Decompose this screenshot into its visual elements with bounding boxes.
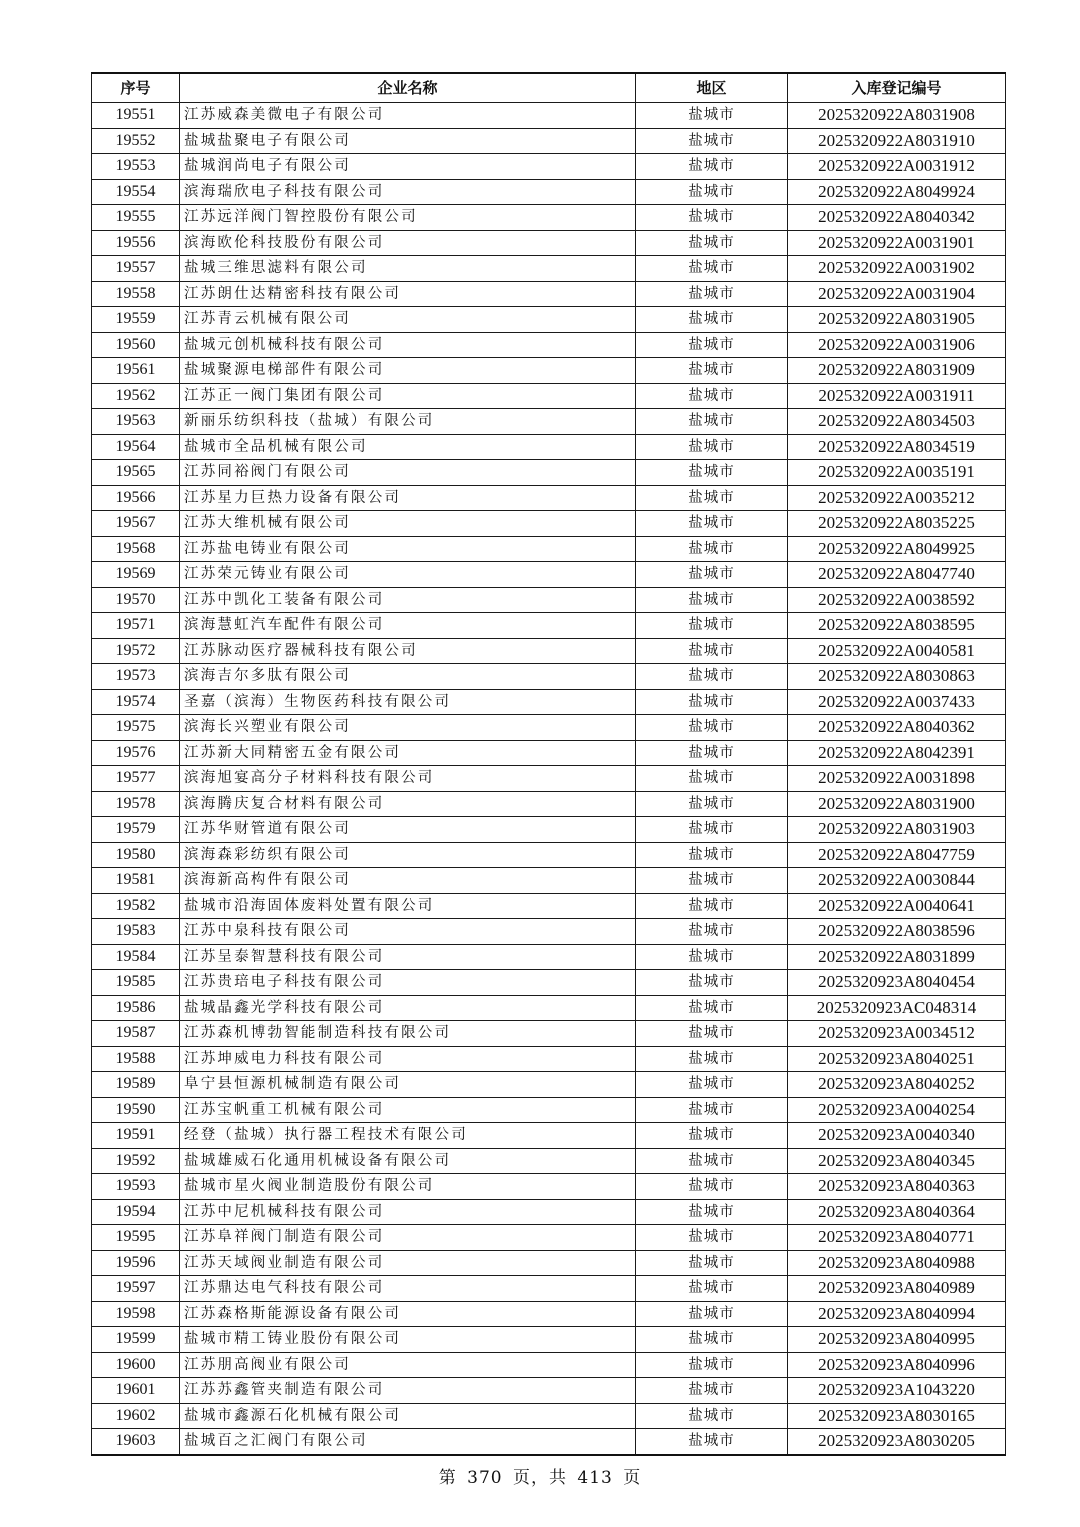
cell-region: 盐城市 — [636, 1301, 788, 1327]
table-row — [92, 1021, 1006, 1047]
cell-serial-number: 19579 — [92, 817, 180, 843]
cell-serial-number: 19558 — [92, 281, 180, 307]
cell-registration-number: 2025320922A8031903 — [788, 817, 1006, 843]
cell-registration-number: 2025320922A8040342 — [788, 205, 1006, 231]
cell-region: 盐城市 — [636, 944, 788, 970]
cell-region: 盐城市 — [636, 179, 788, 205]
cell-serial-number: 19562 — [92, 383, 180, 409]
cell-registration-number: 2025320922A0031911 — [788, 383, 1006, 409]
cell-registration-number: 2025320922A8042391 — [788, 740, 1006, 766]
cell-serial-number: 19581 — [92, 868, 180, 894]
cell-company-name: 江苏盐电铸业有限公司 — [180, 536, 636, 562]
cell-company-name: 江苏朗仕达精密科技有限公司 — [180, 281, 636, 307]
cell-company-name: 圣嘉（滨海）生物医药科技有限公司 — [180, 689, 636, 715]
cell-registration-number: 2025320922A8040362 — [788, 715, 1006, 741]
cell-company-name: 江苏朋高阀业有限公司 — [180, 1352, 636, 1378]
cell-registration-number: 2025320923A8040994 — [788, 1301, 1006, 1327]
cell-registration-number: 2025320922A8038595 — [788, 613, 1006, 639]
cell-region: 盐城市 — [636, 1199, 788, 1225]
cell-serial-number: 19591 — [92, 1123, 180, 1149]
table-row — [92, 740, 1006, 766]
table-row — [92, 1225, 1006, 1251]
cell-registration-number: 2025320922A8049924 — [788, 179, 1006, 205]
cell-serial-number: 19554 — [92, 179, 180, 205]
cell-company-name: 江苏正一阀门集团有限公司 — [180, 383, 636, 409]
cell-company-name: 盐城三维思滤料有限公司 — [180, 256, 636, 282]
cell-serial-number: 19560 — [92, 332, 180, 358]
cell-region: 盐城市 — [636, 332, 788, 358]
cell-serial-number: 19583 — [92, 919, 180, 945]
table-row — [92, 587, 1006, 613]
table-row — [92, 842, 1006, 868]
table-row — [92, 460, 1006, 486]
cell-company-name: 江苏中泉科技有限公司 — [180, 919, 636, 945]
table-row — [92, 1301, 1006, 1327]
cell-region: 盐城市 — [636, 817, 788, 843]
table-row — [92, 1429, 1006, 1455]
cell-company-name: 江苏贵琣电子科技有限公司 — [180, 970, 636, 996]
cell-registration-number: 2025320922A0030844 — [788, 868, 1006, 894]
cell-serial-number: 19582 — [92, 893, 180, 919]
cell-region: 盐城市 — [636, 307, 788, 333]
cell-registration-number: 2025320922A8031910 — [788, 128, 1006, 154]
cell-registration-number: 2025320922A0031898 — [788, 766, 1006, 792]
cell-company-name: 江苏森机博勃智能制造科技有限公司 — [180, 1021, 636, 1047]
cell-company-name: 盐城雄威石化通用机械设备有限公司 — [180, 1148, 636, 1174]
cell-region: 盐城市 — [636, 689, 788, 715]
cell-company-name: 阜宁县恒源机械制造有限公司 — [180, 1072, 636, 1098]
cell-serial-number: 19568 — [92, 536, 180, 562]
table-row — [92, 1072, 1006, 1098]
cell-region: 盐城市 — [636, 536, 788, 562]
table-row — [92, 1199, 1006, 1225]
cell-registration-number: 2025320922A8034503 — [788, 409, 1006, 435]
table-row — [92, 1250, 1006, 1276]
cell-registration-number: 2025320923A8030205 — [788, 1429, 1006, 1455]
cell-company-name: 江苏新大同精密五金有限公司 — [180, 740, 636, 766]
cell-registration-number: 2025320922A8047759 — [788, 842, 1006, 868]
cell-serial-number: 19577 — [92, 766, 180, 792]
cell-region: 盐城市 — [636, 842, 788, 868]
table-row — [92, 970, 1006, 996]
cell-serial-number: 19600 — [92, 1352, 180, 1378]
cell-serial-number: 19576 — [92, 740, 180, 766]
cell-company-name: 滨海旭宴高分子材料科技有限公司 — [180, 766, 636, 792]
table-row — [92, 817, 1006, 843]
cell-region: 盐城市 — [636, 893, 788, 919]
cell-region: 盐城市 — [636, 409, 788, 435]
cell-registration-number: 2025320922A0031904 — [788, 281, 1006, 307]
cell-region: 盐城市 — [636, 383, 788, 409]
cell-registration-number: 2025320923A0034512 — [788, 1021, 1006, 1047]
cell-region: 盐城市 — [636, 1123, 788, 1149]
cell-registration-number: 2025320922A8031909 — [788, 358, 1006, 384]
table-row — [92, 358, 1006, 384]
cell-serial-number: 19599 — [92, 1327, 180, 1353]
table-row — [92, 689, 1006, 715]
cell-company-name: 滨海慧虹汽车配件有限公司 — [180, 613, 636, 639]
cell-region: 盐城市 — [636, 1352, 788, 1378]
cell-company-name: 盐城市星火阀业制造股份有限公司 — [180, 1174, 636, 1200]
cell-serial-number: 19566 — [92, 485, 180, 511]
cell-company-name: 盐城市沿海固体废料处置有限公司 — [180, 893, 636, 919]
cell-company-name: 盐城盐聚电子有限公司 — [180, 128, 636, 154]
cell-serial-number: 19574 — [92, 689, 180, 715]
cell-registration-number: 2025320923A8040363 — [788, 1174, 1006, 1200]
cell-serial-number: 19552 — [92, 128, 180, 154]
cell-company-name: 盐城百之汇阀门有限公司 — [180, 1429, 636, 1455]
cell-company-name: 盐城元创机械科技有限公司 — [180, 332, 636, 358]
cell-region: 盐城市 — [636, 1148, 788, 1174]
table-row — [92, 332, 1006, 358]
cell-serial-number: 19602 — [92, 1403, 180, 1429]
cell-serial-number: 19601 — [92, 1378, 180, 1404]
cell-region: 盐城市 — [636, 358, 788, 384]
cell-serial-number: 19555 — [92, 205, 180, 231]
cell-serial-number: 19570 — [92, 587, 180, 613]
cell-company-name: 盐城晶鑫光学科技有限公司 — [180, 995, 636, 1021]
cell-company-name: 盐城润尚电子有限公司 — [180, 154, 636, 180]
table-row — [92, 766, 1006, 792]
cell-company-name: 江苏青云机械有限公司 — [180, 307, 636, 333]
cell-region: 盐城市 — [636, 1403, 788, 1429]
cell-company-name: 江苏中尼机械科技有限公司 — [180, 1199, 636, 1225]
cell-registration-number: 2025320923A1043220 — [788, 1378, 1006, 1404]
cell-region: 盐城市 — [636, 1276, 788, 1302]
header-region: 地区 — [636, 73, 788, 103]
table-row — [92, 613, 1006, 639]
cell-region: 盐城市 — [636, 1327, 788, 1353]
cell-region: 盐城市 — [636, 511, 788, 537]
cell-company-name: 滨海新高构件有限公司 — [180, 868, 636, 894]
cell-registration-number: 2025320923AC048314 — [788, 995, 1006, 1021]
cell-company-name: 江苏同裕阀门有限公司 — [180, 460, 636, 486]
cell-registration-number: 2025320922A8031908 — [788, 103, 1006, 129]
cell-region: 盐城市 — [636, 281, 788, 307]
cell-region: 盐城市 — [636, 587, 788, 613]
cell-company-name: 江苏中凯化工装备有限公司 — [180, 587, 636, 613]
cell-company-name: 江苏荣元铸业有限公司 — [180, 562, 636, 588]
cell-region: 盐城市 — [636, 766, 788, 792]
cell-registration-number: 2025320923A8030165 — [788, 1403, 1006, 1429]
cell-registration-number: 2025320922A0031906 — [788, 332, 1006, 358]
cell-region: 盐城市 — [636, 970, 788, 996]
header-registration-number: 入库登记编号 — [788, 73, 1006, 103]
cell-registration-number: 2025320922A8031899 — [788, 944, 1006, 970]
cell-region: 盐城市 — [636, 230, 788, 256]
table-row — [92, 307, 1006, 333]
table-row — [92, 562, 1006, 588]
cell-company-name: 经登（盐城）执行器工程技术有限公司 — [180, 1123, 636, 1149]
cell-serial-number: 19567 — [92, 511, 180, 537]
cell-registration-number: 2025320923A0040340 — [788, 1123, 1006, 1149]
cell-serial-number: 19589 — [92, 1072, 180, 1098]
cell-company-name: 江苏森格斯能源设备有限公司 — [180, 1301, 636, 1327]
cell-company-name: 江苏苏鑫管夹制造有限公司 — [180, 1378, 636, 1404]
cell-registration-number: 2025320922A0038592 — [788, 587, 1006, 613]
cell-company-name: 滨海吉尔多肽有限公司 — [180, 664, 636, 690]
cell-serial-number: 19569 — [92, 562, 180, 588]
table-row — [92, 919, 1006, 945]
cell-registration-number: 2025320923A8040995 — [788, 1327, 1006, 1353]
cell-region: 盐城市 — [636, 1021, 788, 1047]
header-company-name: 企业名称 — [180, 73, 636, 103]
cell-serial-number: 19592 — [92, 1148, 180, 1174]
cell-registration-number: 2025320923A8040364 — [788, 1199, 1006, 1225]
cell-serial-number: 19594 — [92, 1199, 180, 1225]
cell-registration-number: 2025320922A8031900 — [788, 791, 1006, 817]
cell-region: 盐城市 — [636, 613, 788, 639]
cell-region: 盐城市 — [636, 1225, 788, 1251]
cell-region: 盐城市 — [636, 995, 788, 1021]
cell-region: 盐城市 — [636, 1250, 788, 1276]
cell-company-name: 江苏阜祥阀门制造有限公司 — [180, 1225, 636, 1251]
cell-serial-number: 19588 — [92, 1046, 180, 1072]
cell-serial-number: 19571 — [92, 613, 180, 639]
cell-region: 盐城市 — [636, 868, 788, 894]
cell-registration-number: 2025320922A0031912 — [788, 154, 1006, 180]
table-row — [92, 1174, 1006, 1200]
cell-serial-number: 19590 — [92, 1097, 180, 1123]
cell-region: 盐城市 — [636, 1174, 788, 1200]
cell-serial-number: 19597 — [92, 1276, 180, 1302]
cell-serial-number: 19578 — [92, 791, 180, 817]
cell-serial-number: 19551 — [92, 103, 180, 129]
cell-region: 盐城市 — [636, 1097, 788, 1123]
table-row — [92, 434, 1006, 460]
cell-serial-number: 19598 — [92, 1301, 180, 1327]
cell-serial-number: 19561 — [92, 358, 180, 384]
table-row — [92, 893, 1006, 919]
cell-region: 盐城市 — [636, 103, 788, 129]
cell-serial-number: 19580 — [92, 842, 180, 868]
cell-serial-number: 19593 — [92, 1174, 180, 1200]
table-row — [92, 1327, 1006, 1353]
cell-company-name: 江苏天域阀业制造有限公司 — [180, 1250, 636, 1276]
cell-registration-number: 2025320922A8034519 — [788, 434, 1006, 460]
cell-region: 盐城市 — [636, 638, 788, 664]
page-number-footer: 第 370 页，共 413 页 — [438, 1468, 642, 1488]
table-row — [92, 485, 1006, 511]
table-body — [92, 103, 1006, 1455]
cell-serial-number: 19564 — [92, 434, 180, 460]
cell-company-name: 江苏威森美微电子有限公司 — [180, 103, 636, 129]
cell-registration-number: 2025320922A0031901 — [788, 230, 1006, 256]
cell-serial-number: 19596 — [92, 1250, 180, 1276]
table-row — [92, 281, 1006, 307]
table-row — [92, 638, 1006, 664]
cell-registration-number: 2025320922A0040581 — [788, 638, 1006, 664]
cell-serial-number: 19559 — [92, 307, 180, 333]
cell-registration-number: 2025320922A8038596 — [788, 919, 1006, 945]
cell-company-name: 江苏宝帆重工机械有限公司 — [180, 1097, 636, 1123]
table-row — [92, 1046, 1006, 1072]
cell-registration-number: 2025320922A0035212 — [788, 485, 1006, 511]
cell-region: 盐城市 — [636, 791, 788, 817]
table-row — [92, 128, 1006, 154]
cell-registration-number: 2025320923A8040345 — [788, 1148, 1006, 1174]
cell-serial-number: 19587 — [92, 1021, 180, 1047]
table-row — [92, 995, 1006, 1021]
cell-registration-number: 2025320923A8040251 — [788, 1046, 1006, 1072]
cell-region: 盐城市 — [636, 154, 788, 180]
table-row — [92, 409, 1006, 435]
cell-registration-number: 2025320922A8030863 — [788, 664, 1006, 690]
cell-registration-number: 2025320923A0040254 — [788, 1097, 1006, 1123]
cell-company-name: 江苏鼎达电气科技有限公司 — [180, 1276, 636, 1302]
cell-region: 盐城市 — [636, 562, 788, 588]
table-row — [92, 791, 1006, 817]
table-row — [92, 1123, 1006, 1149]
cell-serial-number: 19553 — [92, 154, 180, 180]
cell-company-name: 盐城市全品机械有限公司 — [180, 434, 636, 460]
table-row — [92, 230, 1006, 256]
cell-company-name: 滨海欧伦科技股份有限公司 — [180, 230, 636, 256]
cell-region: 盐城市 — [636, 1046, 788, 1072]
table-row — [92, 179, 1006, 205]
table-row — [92, 1276, 1006, 1302]
cell-company-name: 滨海腾庆复合材料有限公司 — [180, 791, 636, 817]
cell-company-name: 江苏脉动医疗器械科技有限公司 — [180, 638, 636, 664]
cell-company-name: 盐城市鑫源石化机械有限公司 — [180, 1403, 636, 1429]
cell-region: 盐城市 — [636, 715, 788, 741]
cell-company-name: 江苏大维机械有限公司 — [180, 511, 636, 537]
cell-registration-number: 2025320922A8031905 — [788, 307, 1006, 333]
cell-registration-number: 2025320923A8040996 — [788, 1352, 1006, 1378]
cell-registration-number: 2025320922A8035225 — [788, 511, 1006, 537]
cell-company-name: 江苏坤威电力科技有限公司 — [180, 1046, 636, 1072]
cell-company-name: 江苏华财管道有限公司 — [180, 817, 636, 843]
table-row — [92, 511, 1006, 537]
cell-company-name: 江苏星力巨热力设备有限公司 — [180, 485, 636, 511]
table-row — [92, 1403, 1006, 1429]
table-row — [92, 154, 1006, 180]
cell-serial-number: 19557 — [92, 256, 180, 282]
cell-serial-number: 19573 — [92, 664, 180, 690]
cell-company-name: 滨海森彩纺织有限公司 — [180, 842, 636, 868]
cell-company-name: 江苏远洋阀门智控股份有限公司 — [180, 205, 636, 231]
enterprise-registry-table — [91, 72, 1006, 1456]
cell-serial-number: 19586 — [92, 995, 180, 1021]
table-row — [92, 868, 1006, 894]
cell-serial-number: 19585 — [92, 970, 180, 996]
cell-company-name: 新丽乐纺织科技（盐城）有限公司 — [180, 409, 636, 435]
table-row — [92, 1097, 1006, 1123]
cell-region: 盐城市 — [636, 664, 788, 690]
cell-registration-number: 2025320923A8040454 — [788, 970, 1006, 996]
cell-registration-number: 2025320923A8040771 — [788, 1225, 1006, 1251]
cell-serial-number: 19575 — [92, 715, 180, 741]
cell-registration-number: 2025320922A0035191 — [788, 460, 1006, 486]
table-row — [92, 715, 1006, 741]
cell-region: 盐城市 — [636, 205, 788, 231]
cell-region: 盐城市 — [636, 256, 788, 282]
cell-company-name: 盐城聚源电梯部件有限公司 — [180, 358, 636, 384]
cell-registration-number: 2025320922A8047740 — [788, 562, 1006, 588]
table-header-row — [92, 73, 1006, 103]
table-row — [92, 536, 1006, 562]
cell-region: 盐城市 — [636, 919, 788, 945]
table-row — [92, 1352, 1006, 1378]
cell-registration-number: 2025320922A0031902 — [788, 256, 1006, 282]
table-row — [92, 103, 1006, 129]
cell-region: 盐城市 — [636, 1072, 788, 1098]
cell-serial-number: 19563 — [92, 409, 180, 435]
cell-region: 盐城市 — [636, 460, 788, 486]
cell-company-name: 江苏呈泰智慧科技有限公司 — [180, 944, 636, 970]
cell-registration-number: 2025320922A0040641 — [788, 893, 1006, 919]
cell-registration-number: 2025320923A8040252 — [788, 1072, 1006, 1098]
table-row — [92, 664, 1006, 690]
table-row — [92, 256, 1006, 282]
cell-registration-number: 2025320923A8040989 — [788, 1276, 1006, 1302]
cell-region: 盐城市 — [636, 128, 788, 154]
cell-company-name: 盐城市精工铸业股份有限公司 — [180, 1327, 636, 1353]
cell-registration-number: 2025320922A0037433 — [788, 689, 1006, 715]
cell-serial-number: 19595 — [92, 1225, 180, 1251]
cell-region: 盐城市 — [636, 485, 788, 511]
cell-serial-number: 19572 — [92, 638, 180, 664]
table-row — [92, 1148, 1006, 1174]
cell-registration-number: 2025320922A8049925 — [788, 536, 1006, 562]
cell-serial-number: 19584 — [92, 944, 180, 970]
cell-registration-number: 2025320923A8040988 — [788, 1250, 1006, 1276]
table-row — [92, 205, 1006, 231]
cell-company-name: 滨海长兴塑业有限公司 — [180, 715, 636, 741]
header-serial-number: 序号 — [92, 73, 180, 103]
cell-region: 盐城市 — [636, 1378, 788, 1404]
cell-region: 盐城市 — [636, 434, 788, 460]
cell-region: 盐城市 — [636, 740, 788, 766]
cell-region: 盐城市 — [636, 1429, 788, 1455]
cell-company-name: 滨海瑞欣电子科技有限公司 — [180, 179, 636, 205]
cell-serial-number: 19603 — [92, 1429, 180, 1455]
table-row — [92, 944, 1006, 970]
cell-serial-number: 19565 — [92, 460, 180, 486]
table-row — [92, 383, 1006, 409]
table-row — [92, 1378, 1006, 1404]
cell-serial-number: 19556 — [92, 230, 180, 256]
